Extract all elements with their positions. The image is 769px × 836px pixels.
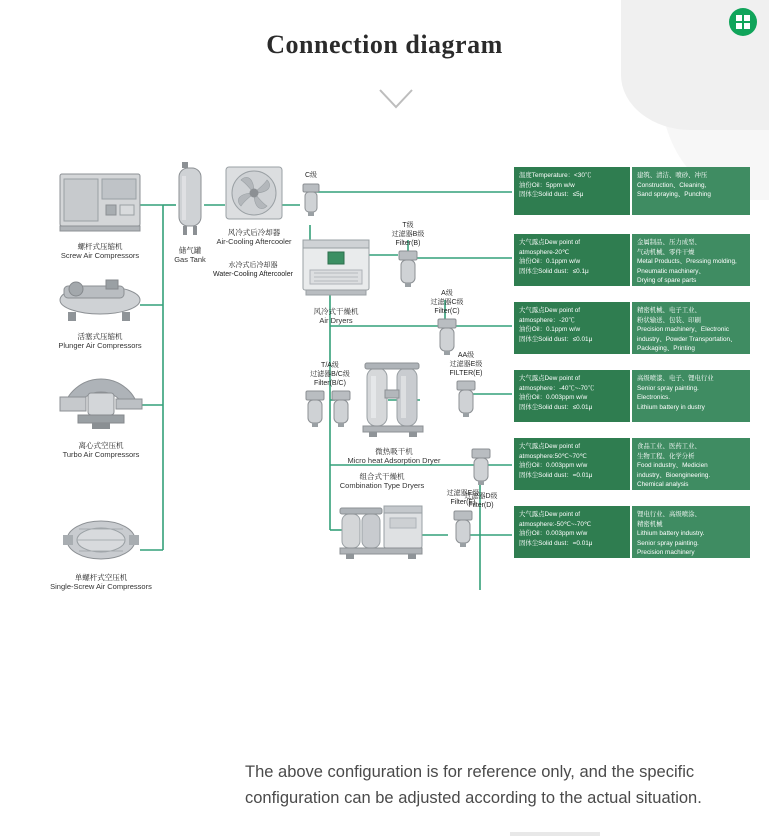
- application-box-1: [632, 167, 750, 215]
- equipment-label-en: Combination Type Dryers: [339, 481, 425, 491]
- grid-badge-icon: [729, 8, 757, 36]
- spec-line: 固体尘Solid dust：≤0.01μ: [519, 403, 593, 411]
- filter-label-en: Filter(C): [434, 307, 460, 315]
- application-line: Lithium battery industry.: [637, 530, 705, 538]
- chevron-down-icon: [378, 88, 414, 110]
- application-line: Precision machinery: [637, 549, 695, 557]
- equipment-label-en: Micro heat Adsorption Dryer: [347, 456, 441, 466]
- page-title: Connection diagram: [266, 30, 503, 59]
- application-line: Precision machinery、Electronic: [637, 326, 729, 334]
- spec-line: 油份Oil：0.003ppm w/w: [519, 394, 588, 402]
- equipment-label-cn: 活塞式压缩机: [77, 332, 123, 341]
- bottom-bar: [0, 832, 769, 836]
- equipment-single-screw-compressor: [45, 515, 157, 592]
- equipment-label-en: Air Dryers: [319, 316, 353, 326]
- spec-line: 固体尘Solid dust：≤0.01μ: [519, 335, 593, 343]
- application-box-4: [632, 370, 750, 422]
- filter-label-cn: 过滤器B/C级: [310, 370, 350, 378]
- application-box-6: [632, 506, 750, 558]
- spec-line: 固体尘Solid dust：=0.01μ: [519, 539, 593, 547]
- equipment-label-cn: 微热吸干机: [375, 447, 413, 456]
- single-screw-compressor-icon: [61, 515, 141, 565]
- equipment-combination-type-dryers: [330, 472, 434, 565]
- equipment-label-en: Plunger Air Compressors: [58, 341, 142, 351]
- application-line: 高级喷漆、电子、锂电行业: [637, 375, 714, 382]
- air-tank-icon: [174, 160, 206, 238]
- filter-label: C级: [304, 172, 318, 179]
- equipment-air-cooling-aftercooler: [214, 166, 294, 247]
- application-line: 金属制品、压力成型、: [637, 239, 701, 246]
- application-line: Senior spray painting.: [637, 384, 699, 392]
- turbo-compressor-icon: [58, 375, 144, 433]
- footer-note: The above configuration is for reference only, and the specific configuration can be adjusted according to the actual situation.: [245, 763, 702, 807]
- equipment-micro-heat-adsorption-dryer: [346, 362, 442, 466]
- spec-line: atmosphere:50℃~70℃: [519, 452, 587, 460]
- filter-label-en: FILTER(E): [449, 369, 483, 377]
- spec-line: 固体尘Solid dust：=0.01μ: [519, 471, 593, 479]
- application-line: 锂电行业、高级喷涂、: [637, 511, 701, 518]
- screw-compressor-icon: [58, 172, 142, 234]
- spec-line: 大气露点Dew point of: [519, 239, 581, 246]
- application-line: Packaging、Printing: [637, 345, 695, 353]
- filter-icon: [302, 183, 320, 217]
- filter-label-cn: 过滤器B级: [391, 230, 425, 238]
- filter-label-grade: A级: [441, 290, 453, 297]
- equipment-label-en: Screw Air Compressors: [60, 251, 140, 261]
- combination-dryer-icon: [338, 494, 426, 560]
- spec-line: 油份Oil：0.003ppm w/w: [519, 530, 588, 538]
- application-box-2: [632, 234, 750, 286]
- filter-c: [424, 290, 470, 361]
- equipment-label-cn: 风冷式后冷却器: [227, 228, 281, 237]
- spec-line: 温度Temperature：<30℃: [519, 172, 592, 179]
- spec-line: 大气露点Dew point of: [519, 511, 581, 518]
- filter-label-en: Filter(B): [395, 239, 421, 247]
- equipment-label-cn: 储气罐: [178, 246, 202, 255]
- application-box-5: [632, 438, 750, 490]
- application-line: 精密机械、电子工业、: [637, 307, 701, 314]
- fan-icon: [225, 166, 283, 220]
- filter-label-cn: 过滤器C级: [430, 298, 464, 306]
- application-line: industry、Powder Transportation、: [637, 335, 737, 343]
- equipment-gas-tank: [168, 160, 212, 265]
- application-line: Sand spraying、Punching: [637, 191, 711, 199]
- filter-label-en: Filter(D): [468, 501, 494, 509]
- spec-line: 大气露点Dew point of: [519, 307, 581, 314]
- spec-box-6: [514, 506, 630, 558]
- equipment-label-cn: 螺杆式压缩机: [77, 242, 123, 251]
- spec-line: atmosphere：-40℃~-70℃: [519, 384, 595, 392]
- piston-compressor-icon: [54, 278, 146, 324]
- spec-line: atmosphere:-50℃~-70℃: [519, 520, 592, 528]
- filter-e: [440, 490, 486, 553]
- equipment-label-en: Single-Screw Air Compressors: [50, 582, 152, 592]
- equipment-label-cn: 水冷式后冷却器: [228, 262, 278, 269]
- filter-label-cn: 过滤器E级: [449, 360, 483, 368]
- spec-box-3: [514, 302, 630, 354]
- filter-label-grade: T级: [402, 222, 414, 229]
- spec-line: 固体尘Solid dust：≤5μ: [519, 191, 584, 199]
- spec-box-1: [514, 167, 630, 215]
- filter-icon: [456, 380, 476, 418]
- application-line: Construction、Cleaning,: [637, 181, 707, 189]
- equipment-plunger-compressor: [52, 278, 148, 351]
- application-line: Metal Products、Pressing molding,: [637, 258, 737, 266]
- application-line: 建筑、清洁、喷砂、冲压: [637, 172, 708, 179]
- equipment-label-cn: 风冷式干燥机: [313, 307, 359, 316]
- air-dryer-icon: [302, 236, 370, 298]
- filter-label-cn: 过滤器D级: [464, 493, 498, 500]
- connection-diagram: [0, 150, 769, 600]
- application-line: 生物工程、化学分析: [637, 452, 695, 460]
- application-line: 粉状输送、包装、印刷: [637, 316, 701, 324]
- filter-label-grade: AA级: [457, 352, 475, 359]
- spec-line: 大气露点Dew point of: [519, 443, 581, 450]
- spec-line: 油份Oil：5ppm w/w: [519, 181, 575, 189]
- filter-b: [384, 222, 432, 293]
- application-line: industry、Bioengineering.: [637, 471, 711, 479]
- equipment-water-cooling-aftercooler: [198, 262, 308, 280]
- application-line: Food industry、Medicien: [637, 462, 708, 470]
- filter-icon: [398, 250, 418, 288]
- equipment-label-en: Water-Cooling Aftercooler: [213, 270, 293, 278]
- spec-line: 油份Oil：0.003ppm w/w: [519, 462, 588, 470]
- application-line: Pneumatic machinery、: [637, 267, 705, 275]
- application-line: Lithium battery in dustry: [637, 403, 705, 411]
- application-line: 精密机械: [637, 520, 663, 528]
- spec-box-4: [514, 370, 630, 422]
- application-line: 气动机械、零件干燥: [637, 248, 695, 256]
- spec-line: 油份Oil：0.1ppm w/w: [519, 326, 581, 334]
- equipment-label-cn: 组合式干燥机: [359, 472, 405, 481]
- equipment-turbo-compressor: [55, 375, 147, 460]
- spec-line: 固体尘Solid dust：≤0.1μ: [519, 267, 589, 275]
- filter-label-grade: T/A级: [321, 362, 339, 369]
- filter-icon: [437, 318, 457, 356]
- spec-line: atmosphere：-20℃: [519, 316, 575, 324]
- spec-line: 大气露点Dew point of: [519, 375, 581, 382]
- application-line: Electronics.: [637, 394, 671, 402]
- filter-icon: [453, 510, 473, 548]
- equipment-label-cn: 单螺杆式空压机: [74, 573, 128, 582]
- equipment-label-en: Air-Cooling Aftercooler: [216, 237, 292, 247]
- filter-e-aa: [442, 352, 490, 423]
- filter-label-en: Filter(E): [450, 498, 476, 506]
- equipment-air-dryer: [296, 236, 376, 326]
- application-box-3: [632, 302, 750, 354]
- spec-line: atmosphere-20℃: [519, 248, 570, 256]
- application-line: Chemical analysis: [637, 481, 689, 489]
- equipment-label-en: Turbo Air Compressors: [62, 450, 140, 460]
- equipment-screw-compressor: [55, 172, 145, 261]
- filter-c-grade: [294, 172, 328, 222]
- equipment-label-en: Gas Tank: [174, 255, 206, 265]
- spec-box-5: [514, 438, 630, 490]
- adsorption-dryer-icon: [357, 362, 431, 438]
- filter-icon: [471, 448, 491, 486]
- application-line: Senior spray painting.: [637, 539, 699, 547]
- application-line: 食品工业、医药工业、: [637, 443, 701, 450]
- filter-label-cn: 过滤器E级: [446, 490, 480, 497]
- spec-box-2: [514, 234, 630, 286]
- filter-label-en: Filter(B/C): [314, 379, 346, 387]
- spec-line: 油份Oil：0.1ppm w/w: [519, 258, 581, 266]
- equipment-label-cn: 离心式空压机: [78, 441, 124, 450]
- application-line: Drying of spare parts: [637, 277, 697, 285]
